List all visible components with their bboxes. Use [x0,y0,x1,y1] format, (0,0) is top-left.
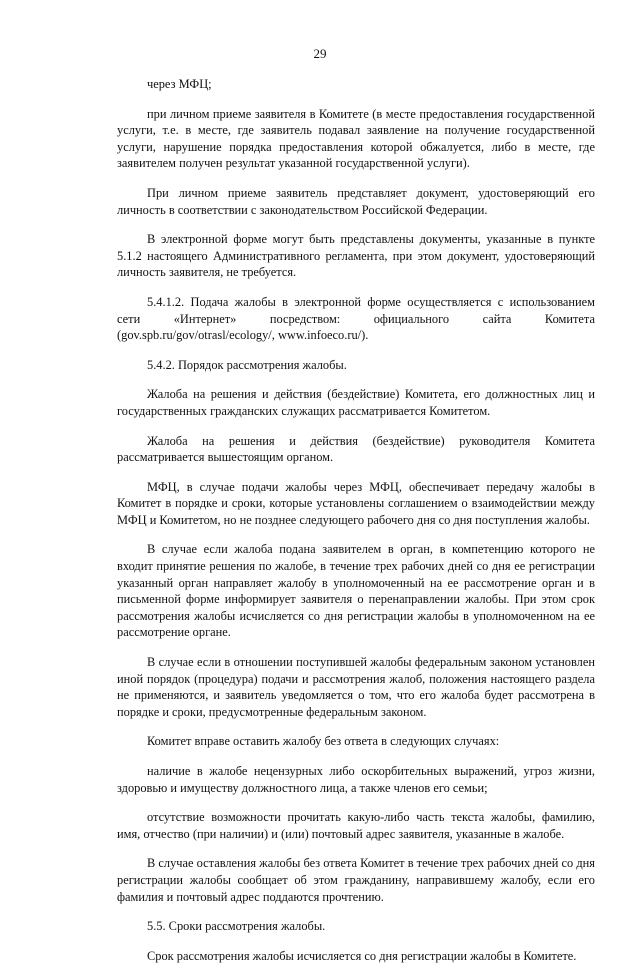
document-body [117,76,595,975]
list-item: отсутствие возможности прочитать какую-либо часть текста жалобы, фамилию, имя, отчество (при наличии) и (или) почтовый адрес заявителя, указанные в жалобе. [117,810,595,841]
paragraph: Жалоба на решения и действия (бездействие) Комитета, его должностных лиц и государственных гражданских служащих рассматривается Комитетом. [117,387,595,418]
paragraph: При личном приеме заявитель представляет документ, удостоверяющий его личность в соответствии с законодательством Российской Федерации. [117,185,595,217]
section-heading: 5.5. Сроки рассмотрения жалобы. [147,919,326,934]
paragraph: В случае если в отношении поступившей жалобы федеральным законом установлен иной порядок (процедура) подачи и рассмотрения жалоб, положения настоящего раздела не применяются, и заявитель уведомляется о том, что его жалоба будет рассмотрена в порядке и сроки, предусмотренные федеральным законом. [117,655,595,719]
paragraph: 5.4.1.2. Подача жалобы в электронной форме осуществляется с использованием сети «Интернет» посредством: официального сайта Комитета (gov.spb.ru/gov/otrasl/ecology/, www.infoeco.ru/). [117,294,595,343]
paragraph: при личном приеме заявителя в Комитете (в месте предоставления государственной услуги, т.е. в месте, где заявитель подавал заявление на получение государственной услуги, нарушение порядка предоставления которой обжалуется, либо в месте, где заявителем получен результат указанной государственной услуги). [117,106,595,171]
page-number: 29 [313,46,327,61]
section-heading: 5.4.2. Порядок рассмотрения жалобы. [147,357,347,372]
paragraph: В случае оставления жалобы без ответа Комитет в течение трех рабочих дней со дня регистрации жалобы сообщает об этом гражданину, направившему жалобу, если его фамилия и почтовый адрес поддаются прочтению. [117,856,595,904]
paragraph: МФЦ, в случае подачи жалобы через МФЦ, обеспечивает передачу жалобы в Комитет в порядке и сроки, которые установлены соглашением о взаимодействии между МФЦ и Комитетом, но не позднее следующего рабочего дня со дня поступления жалобы. [117,479,595,527]
paragraph: Комитет вправе оставить жалобу без ответа в следующих случаях: [147,734,500,749]
paragraph: В электронной форме могут быть представлены документы, указанные в пункте 5.1.2 настоящего Административного регламента, при этом документ, удостоверяющий личность заявителя, не требуется. [117,232,595,280]
paragraph: Срок рассмотрения жалобы исчисляется со дня регистрации жалобы в Комитете. [147,948,577,963]
paragraph: через МФЦ; [147,77,212,91]
paragraph: В случае если жалоба подана заявителем в орган, в компетенцию которого не входит принятие решения по жалобе, в течение трех рабочих дней со дня ее регистрации указанный орган направляет жалобу в уполномоченный на ее рассмотрение орган и в письменной форме информирует заявителя о перенаправлении жалобы. При этом срок рассмотрения жалобы исчисляется со дня регистрации жалобы в уполномоченном на ее рассмотрение органе. [117,542,595,640]
paragraph: Жалоба на решения и действия (бездействие) руководителя Комитета рассматривается вышестоящим органом. [117,433,595,465]
list-item: наличие в жалобе нецензурных либо оскорбительных выражений, угроз жизни, здоровью и имуществу должностного лица, а также членов его семьи; [117,764,595,795]
